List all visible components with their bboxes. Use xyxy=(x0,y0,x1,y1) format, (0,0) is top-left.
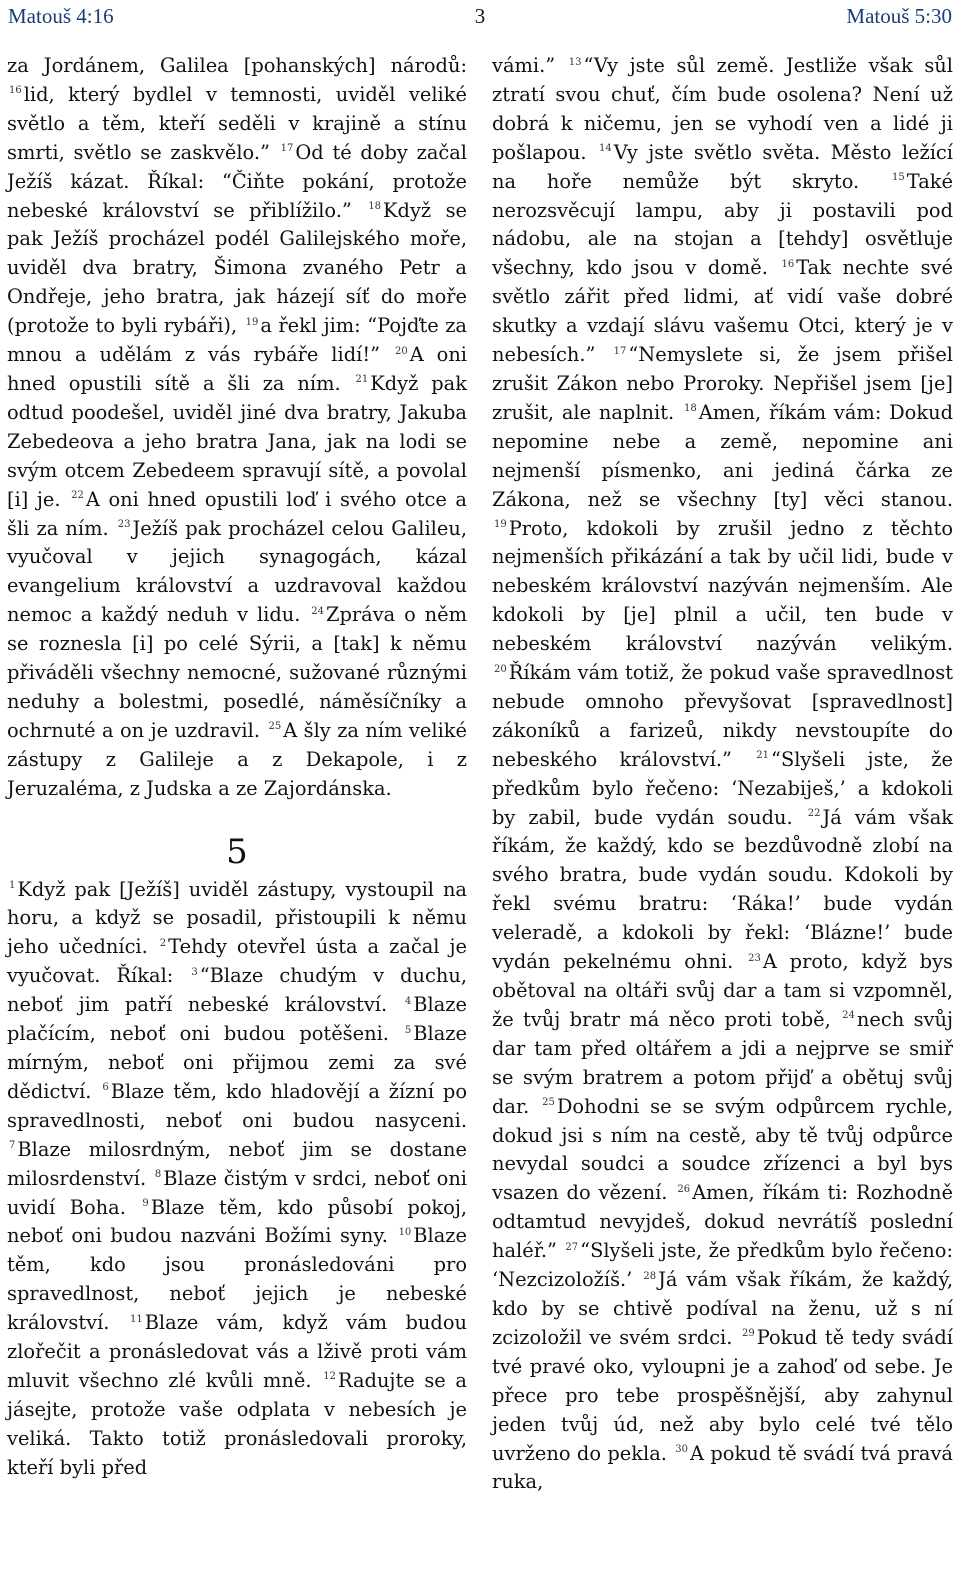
verse-text: Blaze plačícím, neboť oni budou potěšeni. xyxy=(7,993,467,1046)
verse-number: 1 xyxy=(9,880,16,892)
verse-text: Od té doby začal Ježíš kázat. Říkal: “Čiňte pokání, protože nebeské království se přiblížilo.” xyxy=(7,140,468,222)
verse-number: 18 xyxy=(368,201,382,213)
running-header xyxy=(8,4,952,30)
verse-number: 12 xyxy=(323,1371,336,1383)
continuation-text: vámi.” xyxy=(492,54,556,77)
verse-number: 27 xyxy=(565,1241,579,1253)
verse-number: 17 xyxy=(280,143,294,155)
verse-text: Pokud tě tedy svádí tvé pravé oko, vyloupni je a zahoď od sebe. Je přece pro tebe prospěšnější, aby zahynul jeden tvůj úd, než aby bylo celé tvé tělo uvrženo do pekla. xyxy=(492,1325,953,1465)
verse-number: 15 xyxy=(892,172,905,184)
verse-number: 24 xyxy=(842,1010,855,1022)
verse-text: Blaze těm, kdo jsou pronásledováni pro spravedlnost, neboť jejich je nebeské království. xyxy=(7,1224,467,1335)
verse-number: 6 xyxy=(102,1082,109,1094)
verse-text: Blaze těm, kdo působí pokoj, neboť oni budou nazváni Božími syny. xyxy=(7,1195,468,1248)
page-number: 3 xyxy=(474,4,486,28)
verse-number: 17 xyxy=(613,345,627,357)
verse-number: 21 xyxy=(756,750,770,762)
verse-text: “Nemyslete si, že jsem přišel zrušit Zákon nebo Proroky. Nepřišel jsem [je] zrušit, ale naplnit. xyxy=(492,343,954,424)
verse-text: Když pak odtud poodešel, uviděl jiné dva bratry, Jakuba Zebedeova a jeho bratra Jana, jak na lodi se svým otcem Zebedeem spravují sítě, a povolal [i] je. xyxy=(7,371,467,511)
verse-number: 26 xyxy=(677,1183,691,1195)
verse-number: 19 xyxy=(245,316,259,328)
verse-text: Blaze vám, když vám budou zlořečit a pronásledovat vás a lživě proti vám mluvit všechno zlé kvůli mně. xyxy=(7,1311,467,1392)
verse-number: 24 xyxy=(311,605,325,617)
header-end-reference: Matouš 5:30 xyxy=(846,4,952,28)
verse-number: 4 xyxy=(404,995,412,1007)
verse-text: Blaze těm, kdo hladovějí a žízní po spravedlnosti, neboť oni budou nasyceni. xyxy=(7,1079,468,1132)
verse-number: 16 xyxy=(781,258,795,270)
verse-text: Když se pak Ježíš procházel podél Galilejského moře, uviděl dva bratry, Šimona zvaného Petr a Ondřeje, jeho bratra, jak házejí síť do moře (protože to byli rybáři), xyxy=(7,198,467,338)
verse-text: Proto, kdokoli by zrušil jedno z těchto nejmenších přikázání a tak by učil lidi, bude v nebeském království nazýván nejmenším. Ale kdokoli by [je] plnil a učil, ten bude v nebeském království nazýván velikým. xyxy=(492,516,953,656)
verse-text: Zpráva o něm se roznesla [i] po celé Sýrii, a [tak] k němu přiváděli všechny nemocné, sužované různými neduhy a bolestmi, posedlé, náměsíčníky a ochrnuté a on je uzdravil. xyxy=(7,603,467,742)
verse-text: A šly za ním veliké zástupy z Galileje a z Dekapole, i z Jeruzaléma, z Judska a ze Zajordánska. xyxy=(7,718,467,800)
verse-text: Ježíš pak procházel celou Galileu, vyučoval v jejich synagogách, kázal evangelium království a uzdravoval každou nemoc a každý neduh v lidu. xyxy=(7,516,468,627)
verse-number: 13 xyxy=(568,56,582,68)
verse-number: 21 xyxy=(355,374,369,386)
verse-text: lid, který bydlel v temnosti, uviděl veliké světlo a těm, kteří seděli v krajině a stínu smrti, světlo se zaskvělo.” xyxy=(7,82,467,164)
verse-number: 23 xyxy=(117,519,131,530)
verse-text: Tehdy otevřel ústa a začal je vyučovat. Říkal: xyxy=(7,935,467,988)
verse-text: Blaze milosrdným, neboť jim se dostane milosrdenství. xyxy=(7,1137,467,1190)
left-column xyxy=(7,52,467,1483)
verse-text: nech svůj dar tam před oltářem a jdi a nejprve se smiř se svým bratrem a potom přijď a obětuj svůj dar. xyxy=(492,1007,953,1118)
verse-text: Dohodni se se svým odpůrcem rychle, dokud jsi s ním na cestě, aby tě tvůj odpůrce nevydal soudci a soudce zřízenci a byl bys vsazen do vězení. xyxy=(492,1094,954,1205)
verse-number: 14 xyxy=(598,143,612,155)
verse-text: “Slyšeli jste, že předkům bylo řečeno: ‘Nezcizoložíš.’ xyxy=(492,1239,953,1292)
verse-number: 25 xyxy=(268,721,282,733)
continuation-text: za Jordánem, Galilea [pohanských] národů: xyxy=(7,54,467,77)
verse-text: “Vy jste sůl země. Jestliže však sůl ztratí svou chuť, čím bude osolena? Není už dobrá k ničemu, jen se vyhodí ven a lidé ji pošlapou. xyxy=(492,54,953,164)
verse-text: Tak nechte své světlo zářit před lidmi, ať vidí vaše dobré skutky a vzdají slávu vašemu Otci, který je v nebesích.” xyxy=(492,256,953,367)
verse-text: A oni hned opustili sítě a šli za ním. xyxy=(7,343,468,395)
verse-number: 8 xyxy=(154,1169,162,1181)
right-column xyxy=(492,52,953,1497)
verse-number: 23 xyxy=(748,952,761,964)
verse-number: 3 xyxy=(191,966,198,978)
verse-number: 5 xyxy=(404,1024,412,1036)
verse-number: 16 xyxy=(9,85,22,97)
verse-text: A pokud tě svádí tvá pravá ruka, xyxy=(492,1441,953,1494)
verse-number: 20 xyxy=(394,345,408,357)
verse-number: 2 xyxy=(159,937,167,949)
verse-number: 29 xyxy=(742,1328,755,1340)
header-start-reference: Matouš 4:16 xyxy=(8,4,114,28)
verse-list xyxy=(7,83,467,800)
verse-number: 9 xyxy=(142,1198,149,1210)
verse-text: Amen, říkám ti: Rozhodně odtamtud nevyjdeš, dokud nevrátíš poslední haléř.” xyxy=(492,1181,953,1263)
verse-text: Radujte se a jásejte, protože vaše odplata v nebesích je veliká. Takto totiž pronásledovali proroky, kteří byli před xyxy=(7,1368,467,1479)
verse-text: Když pak [Ježíš] uviděl zástupy, vystoupil na horu, a když se posadil, přistoupili k němu jeho učedníci. xyxy=(7,877,467,959)
verse-number: 10 xyxy=(398,1226,412,1238)
verse-text: “Blaze chudým v duchu, neboť jim patří nebeské království. xyxy=(7,964,467,1017)
verse-number: 22 xyxy=(71,490,84,502)
verse-text: A proto, když bys obětoval na oltáři svůj dar a tam si vzpomněl, že tvůj bratr má něco proti tobě, xyxy=(492,950,953,1031)
verse-text: Vy jste světlo světa. Město ležící na hoře nemůže být skryto. xyxy=(492,140,953,193)
verse-text: Říkám vám totiž, že pokud vaše spravedlnost nebude omnoho převyšovat [spravedlnost] zákoníků a farizeů, nikdy nevstoupíte do nebeského království.” xyxy=(492,661,953,771)
verse-number: 25 xyxy=(542,1097,555,1109)
verse-text: A oni hned opustili loď i svého otce a šli za ním. xyxy=(7,487,467,540)
verse-number: 20 xyxy=(494,663,507,675)
chapter-5-text xyxy=(7,876,467,1483)
chapter-number: 5 xyxy=(226,831,248,872)
verse-number: 30 xyxy=(675,1444,689,1455)
chapter-5-continued-text xyxy=(492,52,953,1497)
verse-text: a řekl jim: “Pojďte za mnou a udělám z vás rybáře lidí!” xyxy=(7,314,467,367)
verse-number: 19 xyxy=(494,519,507,530)
verse-number: 22 xyxy=(807,808,821,820)
verse-text: Blaze čistým v srdci, neboť oni uvidí Boha. xyxy=(7,1166,468,1219)
verse-text: Amen, říkám vám: Dokud nepomine nebe a země, nepomine ani nejmenší písmenko, ani jediná čárka ze Zákona, než se všechny [ty] věci stanou. xyxy=(492,400,953,511)
verse-text: Také nerozsvěcují lampu, aby ji postavili pod nádobu, ale na stojan a [tehdy] osvětluje všechny, kdo jsou v domě. xyxy=(492,169,953,280)
verse-list xyxy=(492,54,953,1493)
verse-text: Já vám však říkám, že každý, kdo by se chtivě podíval na ženu, už s ní zcizoložil ve svém srdci. xyxy=(492,1268,953,1349)
verse-number: 28 xyxy=(643,1270,657,1282)
verse-number: 11 xyxy=(129,1313,143,1325)
verse-number: 18 xyxy=(683,403,697,415)
verse-text: Blaze mírným, neboť oni přijmou zemi za své dědictví. xyxy=(7,1022,467,1103)
verse-number: 7 xyxy=(9,1140,16,1152)
chapter-4-text xyxy=(7,52,467,804)
verse-list xyxy=(7,878,467,1479)
verse-text: “Slyšeli jste, že předkům bylo řečeno: ‘Nezabiješ,’ a kdokoli by zabil, bude vydán soudu. xyxy=(492,747,953,829)
verse-text: Já vám však říkám, že každý, kdo se bezdůvodně zlobí na svého bratra, bude vydán soudu. Kdokoli by řekl svému bratru: ‘Ráka!’ bude vydán veleradě, a kdokoli by řekl: ‘Blázne!’ bude vydán pekelnému ohni. xyxy=(492,805,954,974)
